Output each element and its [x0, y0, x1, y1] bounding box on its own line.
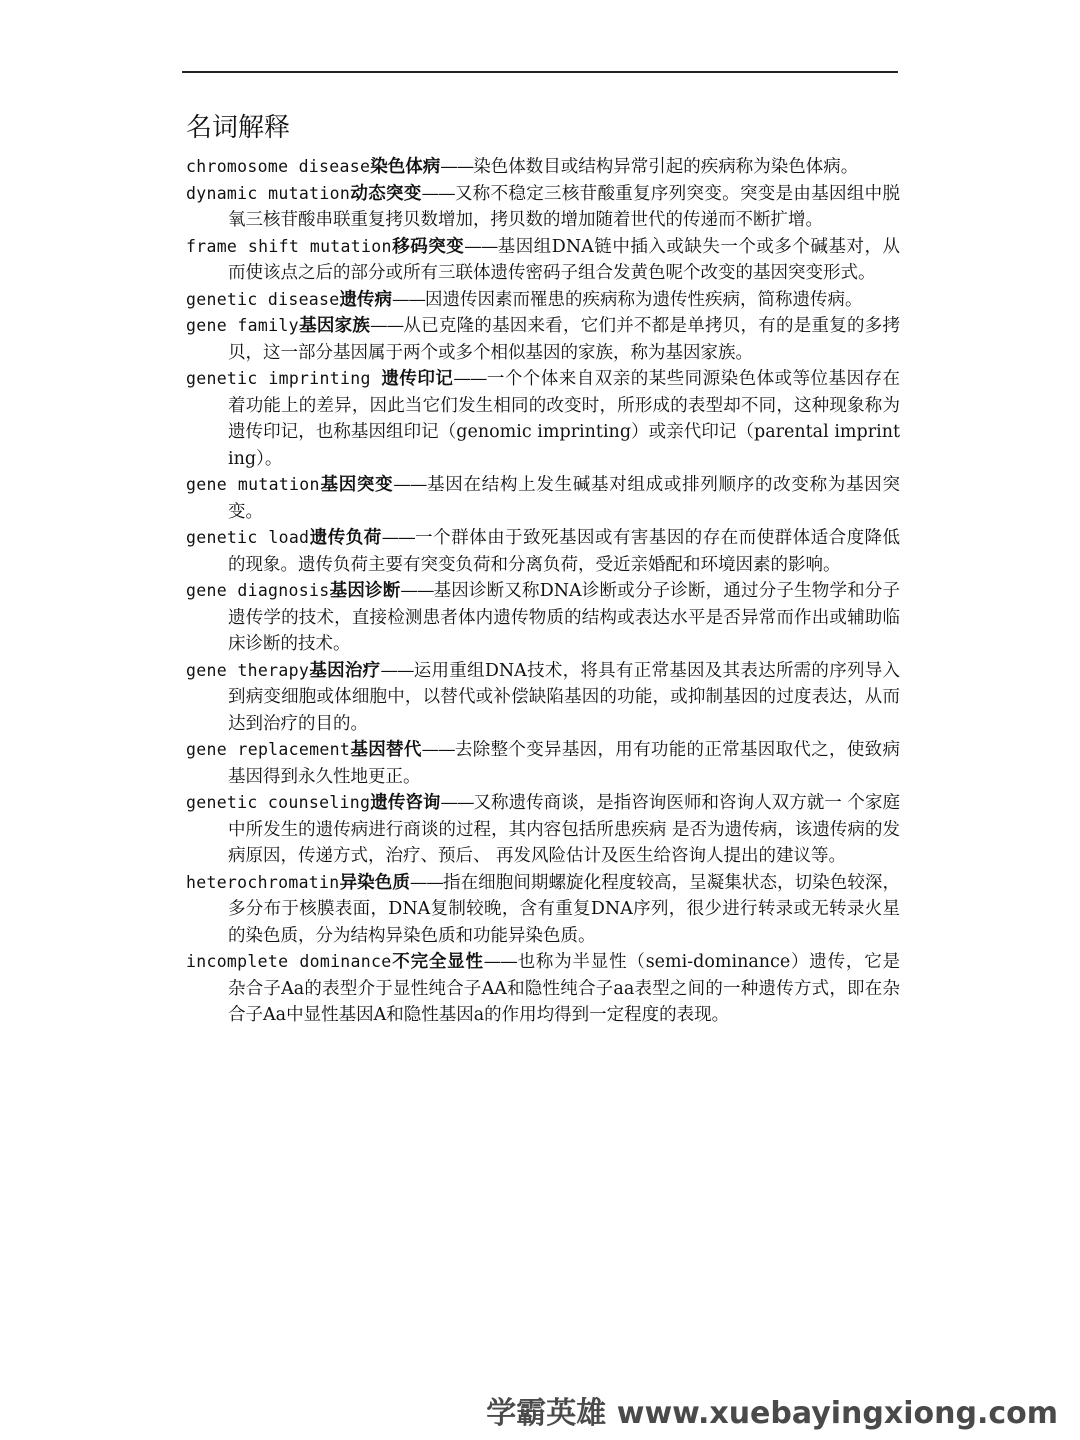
term-english: genetic imprinting	[186, 369, 382, 388]
term-definition: 一个个体来自双亲的某些同源染色体或等位基因存在着功能上的差异，因此当它们发生相同的改变时，所形成的表型却不同，这种现象称为遗传印记，也称基因组印记（genomic imprinting）或亲代印记（parental imprinting）。	[228, 369, 900, 469]
term-english: genetic load	[186, 528, 310, 547]
term-dash: ——	[453, 369, 487, 389]
term-chinese: 移码突变	[391, 236, 465, 257]
term-definition: 基因在结构上发生碱基对组成或排列顺序的改变称为基因突变。	[228, 475, 901, 522]
glossary-entry-incomplete-dominance	[186, 949, 900, 1029]
term-dash: ——	[400, 581, 434, 601]
term-definition: 从已克隆的基因来看，它们并不都是单拷贝，有的是重复的多拷贝，这一部分基因属于两个或多个相似基因的家族，称为基因家族。	[228, 316, 901, 363]
page-title: 名词解释	[186, 113, 291, 143]
term-english: heterochromatin	[186, 872, 340, 892]
term-english: gene family	[186, 316, 299, 335]
term-definition: 去除整个变异基因，用有功能的正常基因取代之，使致病基因得到永久性地更正。	[228, 740, 901, 787]
term-chinese: 动态突变	[350, 183, 422, 204]
term-english: gene mutation	[186, 475, 320, 494]
term-english: gene diagnosis	[186, 581, 330, 600]
glossary-entry-genetic-load	[186, 525, 900, 578]
term-dash: ——	[393, 475, 427, 495]
term-definition: 又称不稳定三核苷酸重复序列突变。突变是由基因组中脱氧三核苷酸串联重复拷贝数增加，拷贝数的增加随着世代的传递而不断扩增。	[228, 183, 901, 230]
term-chinese: 基因替代	[350, 740, 422, 760]
glossary-entry-chromosome-disease	[186, 154, 900, 181]
term-definition: 基因诊断又称DNA诊断或分子诊断，通过分子生物学和分子遗传学的技术，直接检测患者体内遗传物质的结构或表达水平是否异常而作出或辅助临床诊断的技术。	[228, 581, 901, 654]
term-definition: 运用重组DNA技术，将具有正常基因及其表达所需的序列导入到病变细胞或体细胞中，以替代或补偿缺陷基因的功能，或抑制基因的过度表达，从而达到治疗的目的。	[228, 660, 901, 734]
glossary-entry-genetic-counseling	[186, 790, 900, 870]
term-chinese: 遗传负荷	[309, 528, 382, 548]
term-definition: 因遗传因素而罹患的疾病称为遗传性疾病，简称遗传病。	[425, 289, 863, 310]
term-chinese: 基因突变	[319, 475, 394, 495]
term-english: gene replacement	[186, 740, 351, 759]
term-chinese: 染色体病	[370, 157, 441, 177]
term-english: incomplete dominance	[186, 952, 392, 971]
header-rule	[182, 71, 898, 73]
term-dash: ——	[464, 236, 498, 257]
glossary-entry-gene-family	[186, 313, 900, 366]
term-definition: 染色体数目或结构异常引起的疾病称为染色体病。	[473, 157, 859, 177]
term-dash: ——	[370, 316, 404, 336]
term-chinese: 基因治疗	[309, 660, 381, 681]
glossary-entry-genetic-imprinting	[186, 366, 900, 472]
glossary-entry-gene-diagnosis	[186, 578, 900, 658]
term-dash: ——	[440, 793, 474, 813]
watermark-text: 学霸英雄 www.xuebayingxiong.com	[486, 1396, 1058, 1431]
term-dash: ——	[483, 952, 517, 972]
term-english: dynamic mutation	[186, 183, 351, 203]
term-dash: ——	[421, 740, 455, 760]
term-definition: 又称遗传商谈，是指咨询医师和咨询人双方就一 个家庭中所发生的遗传病进行商谈的过程，其内容包括所患疾病 是否为遗传病，该遗传病的发病原因，传递方式，治疗、预后、 再发风险估计及医生给咨询人提出的建议等。	[228, 793, 900, 866]
glossary-entry-gene-mutation	[186, 472, 900, 525]
term-english: genetic disease	[186, 289, 340, 309]
term-english: chromosome disease	[186, 157, 371, 176]
term-chinese: 遗传印记	[381, 369, 454, 389]
term-chinese: 基因家族	[298, 316, 371, 336]
term-english: gene therapy	[186, 660, 310, 680]
term-definition: 也称为半显性（semi-dominance）遗传，它是杂合子Aa的表型介于显性纯合子AA和隐性纯合子aa表型之间的一种遗传方式，即在杂合子Aa中显性基因A和隐性基因a的作用均得到一定程度的表现。	[228, 952, 900, 1025]
term-definition: 一个群体由于致死基因或有害基因的存在而使群体适合度降低的现象。遗传负荷主要有突变负荷和分离负荷，受近亲婚配和环境因素的影响。	[228, 528, 901, 575]
glossary-entry-gene-replacement	[186, 737, 900, 790]
term-dash: ——	[421, 183, 455, 204]
term-english: frame shift mutation	[186, 236, 392, 256]
term-chinese: 遗传咨询	[370, 793, 441, 813]
glossary-entry-frame-shift-mutation	[186, 234, 900, 287]
term-dash: ——	[381, 528, 415, 548]
term-chinese: 异染色质	[339, 872, 410, 893]
term-dash: ——	[409, 872, 443, 893]
term-dash: ——	[392, 289, 426, 310]
term-definition: 基因组DNA链中插入或缺失一个或多个碱基对，从而使该点之后的部分或所有三联体遗传密码子组合发黄色呢个改变的基因突变形式。	[228, 236, 900, 283]
term-chinese: 不完全显性	[391, 952, 484, 972]
term-chinese: 基因诊断	[329, 581, 401, 601]
term-english: genetic counseling	[186, 793, 371, 812]
glossary-list	[186, 154, 900, 1029]
term-dash: ——	[440, 157, 474, 177]
glossary-entry-genetic-disease	[186, 287, 900, 314]
term-dash: ——	[380, 660, 414, 681]
term-definition: 指在细胞间期螺旋化程度较高，呈凝集状态，切染色较深，多分布于核膜表面，DNA复制较晚，含有重复DNA序列，很少进行转录或无转录火星的染色质，分为结构异染色质和功能异染色质。	[228, 872, 901, 946]
term-chinese: 遗传病	[339, 289, 393, 310]
glossary-entry-heterochromatin	[186, 870, 900, 950]
glossary-entry-gene-therapy	[186, 658, 900, 738]
glossary-entry-dynamic-mutation	[186, 181, 900, 234]
